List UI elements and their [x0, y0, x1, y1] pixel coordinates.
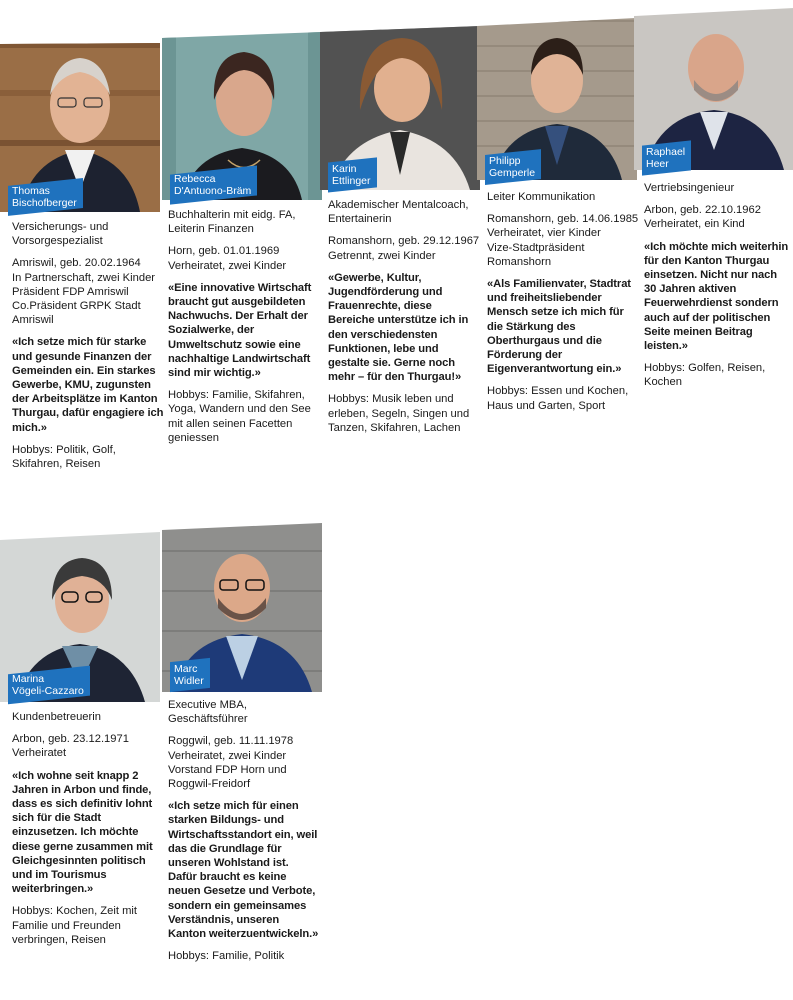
- candidate-bio: Amriswil, geb. 20.02.1964 In Partnerschaft, zwei Kinder Präsident FDP Amriswil Co.Präsident GRPK Stadt Amriswil: [12, 257, 156, 327]
- candidate-text: [168, 208, 320, 453]
- candidate-text: [168, 698, 320, 971]
- candidate-hobbies: Hobbys: Politik, Golf, Skifahren, Reisen: [12, 443, 116, 471]
- candidate-bio: Romanshorn, geb. 14.06.1985 Verheiratet, vier Kinder Vize-Stadtpräsident Romanshorn: [487, 213, 639, 268]
- candidate-name-tag: [328, 157, 377, 192]
- candidate-first-name: Marina: [12, 673, 45, 686]
- candidate-last-name: Vögeli-Cazzaro: [12, 685, 84, 698]
- candidate-quote: «Ich möchte mich weiterhin für den Kanton Thurgau einsetzen. Nicht nur nach 30 Jahren aktiven Feuerwehrdienst sondern auch auf der politischen Seite meinen Beitrag leisten.»: [644, 240, 789, 353]
- candidate-last-name: D'Antuono-Bräm: [174, 185, 252, 198]
- candidate-name-tag: [642, 140, 691, 175]
- candidate-last-name: Gemperle: [489, 167, 536, 180]
- candidate-job: Versicherungs- und Vorsorgespezialist: [12, 221, 109, 248]
- candidate-quote: «Gewerbe, Kultur, Jugendförderung und Frauenrechte, diese Bereiche unterstütze ich in den verschiedensten Funktionen, lebe und gestalte sie. Gerne noch mehr – für den Thurgau!»: [328, 271, 469, 384]
- candidate-text: [12, 220, 164, 479]
- candidate-card: [162, 0, 322, 500]
- candidate-hobbies: Hobbys: Essen und Kochen, Haus und Garten, Sport: [487, 385, 629, 412]
- candidate-text: [12, 710, 164, 955]
- candidate-job: Executive MBA, Geschäftsführer: [168, 699, 248, 726]
- candidate-hobbies: Hobbys: Musik leben und erleben, Segeln, Singen und Tanzen, Skifahren, Lachen: [328, 393, 470, 434]
- candidate-first-name: Philipp: [489, 155, 521, 168]
- candidate-card: [162, 520, 322, 1000]
- candidate-bio: Romanshorn, geb. 29.12.1967 Getrennt, zwei Kinder: [328, 235, 480, 262]
- candidate-hobbies: Hobbys: Familie, Politik: [168, 950, 285, 963]
- candidate-quote: «Ich setze mich für starke und gesunde Finanzen der Gemeinden ein. Ein starkes Gewerbe, KMU, zugunsten der Arbeitsplätze im Kanton Thurgau, dafür engagiere ich mich.»: [12, 336, 164, 434]
- candidate-card: [0, 0, 164, 500]
- candidate-last-name: Bischofberger: [12, 197, 77, 210]
- candidate-first-name: Karin: [332, 163, 357, 176]
- candidate-first-name: Marc: [174, 663, 198, 676]
- candidate-hobbies: Hobbys: Golfen, Reisen, Kochen: [644, 362, 766, 389]
- candidate-last-name: Ettlinger: [332, 175, 371, 188]
- candidate-text: [644, 181, 792, 398]
- candidate-hobbies: Hobbys: Familie, Skifahren, Yoga, Wandern und den See mit allen seinen Facetten geniessen: [168, 389, 311, 444]
- candidate-name-tag: [170, 658, 210, 692]
- candidate-first-name: Thomas: [12, 185, 50, 198]
- candidate-card: [0, 520, 160, 1000]
- candidate-text: [487, 190, 639, 421]
- candidate-last-name: Widler: [174, 675, 204, 688]
- candidate-card: [320, 0, 480, 500]
- candidate-quote: «Als Familienvater, Stadtrat und freiheitsliebender Mensch setze ich mich für die Stärkung des Oberthurgaus und die Förderung der Eigenverantwortung ein.»: [487, 278, 631, 376]
- candidate-quote: «Ich setze mich für einen starken Bildungs- und Wirtschaftsstandort ein, weil das die Grundlage für unseren Wohlstand ist. Dafür braucht es keine neuen Gesetze und Verbote, sondern ein gemeinsames Verständnis, unseren Kanton weiterzuentwickeln.»: [168, 800, 319, 941]
- candidate-first-name: Raphael: [646, 146, 686, 159]
- candidate-job: Kundenbetreuerin: [12, 711, 101, 723]
- candidate-quote: «Ich wohne seit knapp 2 Jahren in Arbon und finde, dass es sich definitiv lohnt sich für die Stadt einzusetzen. Ich möchte diese gerne zusammen mit Gleichgesinnten politisch und im Tourismus weiterbringen.»: [12, 769, 153, 896]
- candidate-first-name: Rebecca: [174, 173, 216, 186]
- candidate-quote: «Eine innovative Wirtschaft braucht gut ausgebildeten Nachwuchs. Der Erhalt der Sozialwerke, der Umweltschutz sowie eine nachhaltige Landwirtschaft sind mir wichtig.»: [168, 281, 312, 380]
- candidate-bio: Horn, geb. 01.01.1969 Verheiratet, zwei Kinder: [168, 245, 287, 272]
- candidate-job: Vertriebsingenieur: [644, 182, 735, 194]
- candidate-job: Buchhalterin mit eidg. FA, Leiterin Finanzen: [168, 209, 296, 236]
- candidate-name-tag: [485, 149, 541, 185]
- candidate-last-name: Heer: [646, 158, 669, 171]
- candidate-bio: Roggwil, geb. 11.11.1978 Verheiratet, zwei Kinder Vorstand FDP Horn und Roggwil-Freidorf: [168, 735, 294, 791]
- candidate-card: [477, 0, 637, 500]
- candidate-bio: Arbon, geb. 22.10.1962 Verheiratet, ein Kind: [644, 204, 761, 231]
- candidate-bio: Arbon, geb. 23.12.1971 Verheiratet: [12, 733, 129, 760]
- candidate-text: [328, 198, 480, 443]
- candidate-job: Akademischer Mentalcoach, Entertainerin: [328, 199, 469, 226]
- candidate-job: Leiter Kommunikation: [487, 191, 596, 203]
- candidate-hobbies: Hobbys: Kochen, Zeit mit Familie und Freunden verbringen, Reisen: [12, 905, 137, 946]
- candidate-card: [634, 0, 793, 500]
